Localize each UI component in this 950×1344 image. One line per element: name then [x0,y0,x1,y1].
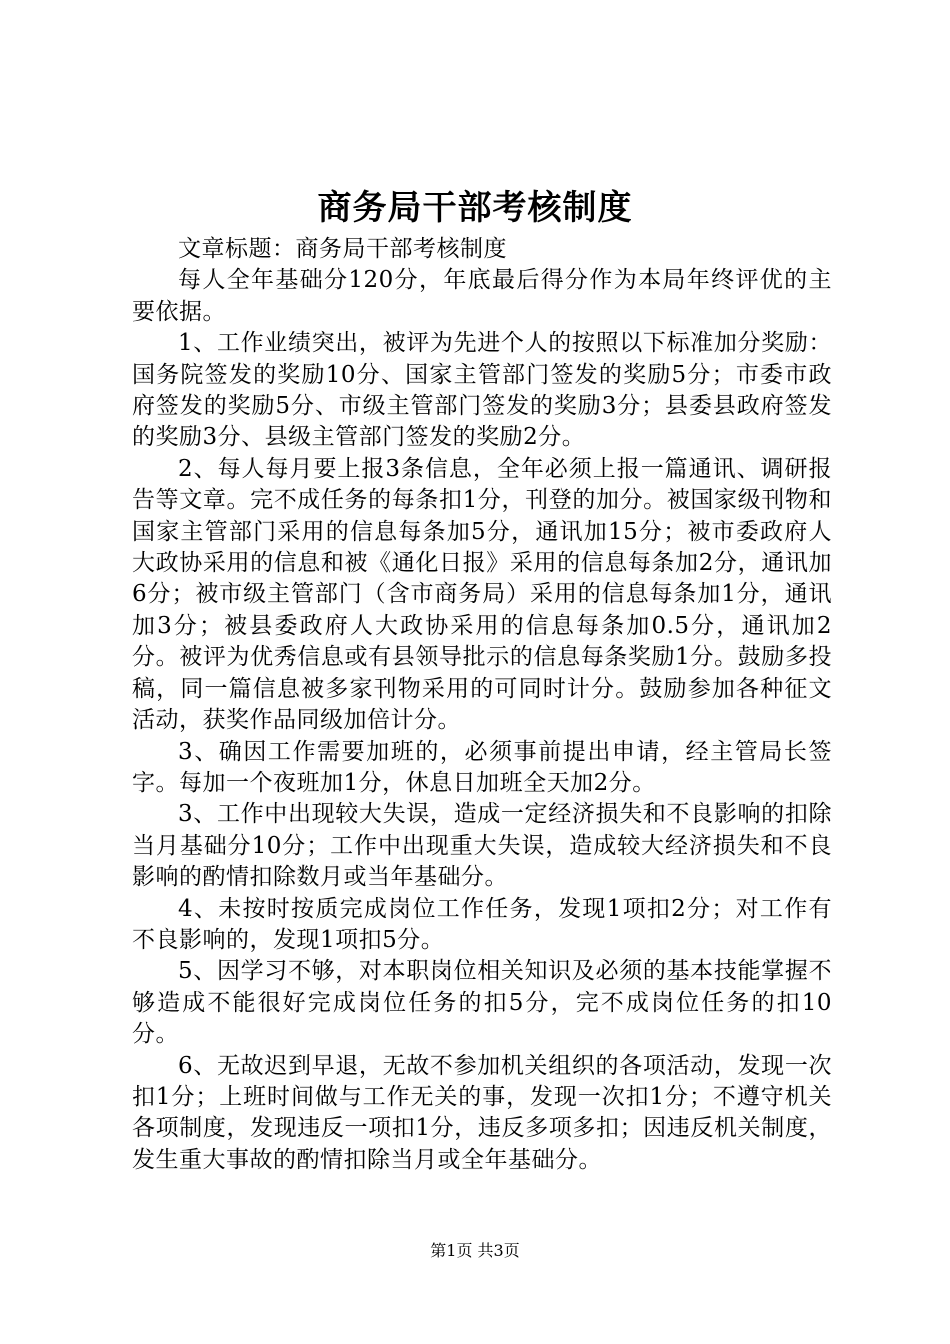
article-title-line: 文章标题：商务局干部考核制度 [178,236,507,262]
paragraph-rule-3-mistakes: 3、工作中出现较大失误，造成一定经济损失和不良影响的扣除当月基础分10分；工作中出现重大失误，造成较大经济损失和不良影响的酌情扣除数月或当年基础分。 [132,801,832,891]
document-title: 商务局干部考核制度 [317,188,633,228]
paragraph-rule-2: 2、每人每月要上报3条信息，全年必须上报一篇通讯、调研报告等文章。完不成任务的每条扣1分，刊登的加分。被国家级刊物和国家主管部门采用的信息每条加5分，通讯加15分；被市委政府人大政协采用的信息和被《通化日报》采用的信息每条加2分，通讯加6分；被市级主管部门（含市商务局）采用的信息每条加1分，通讯加3分；被县委政府人大政协采用的信息每条加0.5分，通讯加2分。被评为优秀信息或有县领导批示的信息每条奖励1分。鼓励多投稿，同一篇信息被多家刊物采用的可同时计分。鼓励参加各种征文活动，获奖作品同级加倍计分。 [132,455,832,734]
paragraph-rule-4: 4、未按时按质完成岗位工作任务，发现1项扣2分；对工作有不良影响的，发现1项扣5分。 [132,895,832,953]
document-body [132,234,832,1176]
paragraph-rule-1: 1、工作业绩突出，被评为先进个人的按照以下标准加分奖励：国务院签发的奖励10分、国家主管部门签发的奖励5分；市委市政府签发的奖励5分、市级主管部门签发的奖励3分；县委县政府签发的奖励3分、县级主管部门签发的奖励2分。 [132,330,832,451]
paragraph-base-score: 每人全年基础分120分，年底最后得分作为本局年终评优的主要依据。 [132,267,832,325]
page-number: 第1页 共3页 [430,1241,520,1260]
paragraph-rule-5: 5、因学习不够，对本职岗位相关知识及必须的基本技能掌握不够造成不能很好完成岗位任务的扣5分，完不成岗位任务的扣10分。 [132,958,832,1048]
paragraph-rule-3-overtime: 3、确因工作需要加班的，必须事前提出申请，经主管局长签字。每加一个夜班加1分，休息日加班全天加2分。 [132,738,832,796]
paragraph-rule-6: 6、无故迟到早退，无故不参加机关组织的各项活动，发现一次扣1分；上班时间做与工作无关的事，发现一次扣1分；不遵守机关各项制度，发现违反一项扣1分，违反多项多扣；因违反机关制度，发生重大事故的酌情扣除当月或全年基础分。 [132,1052,832,1173]
